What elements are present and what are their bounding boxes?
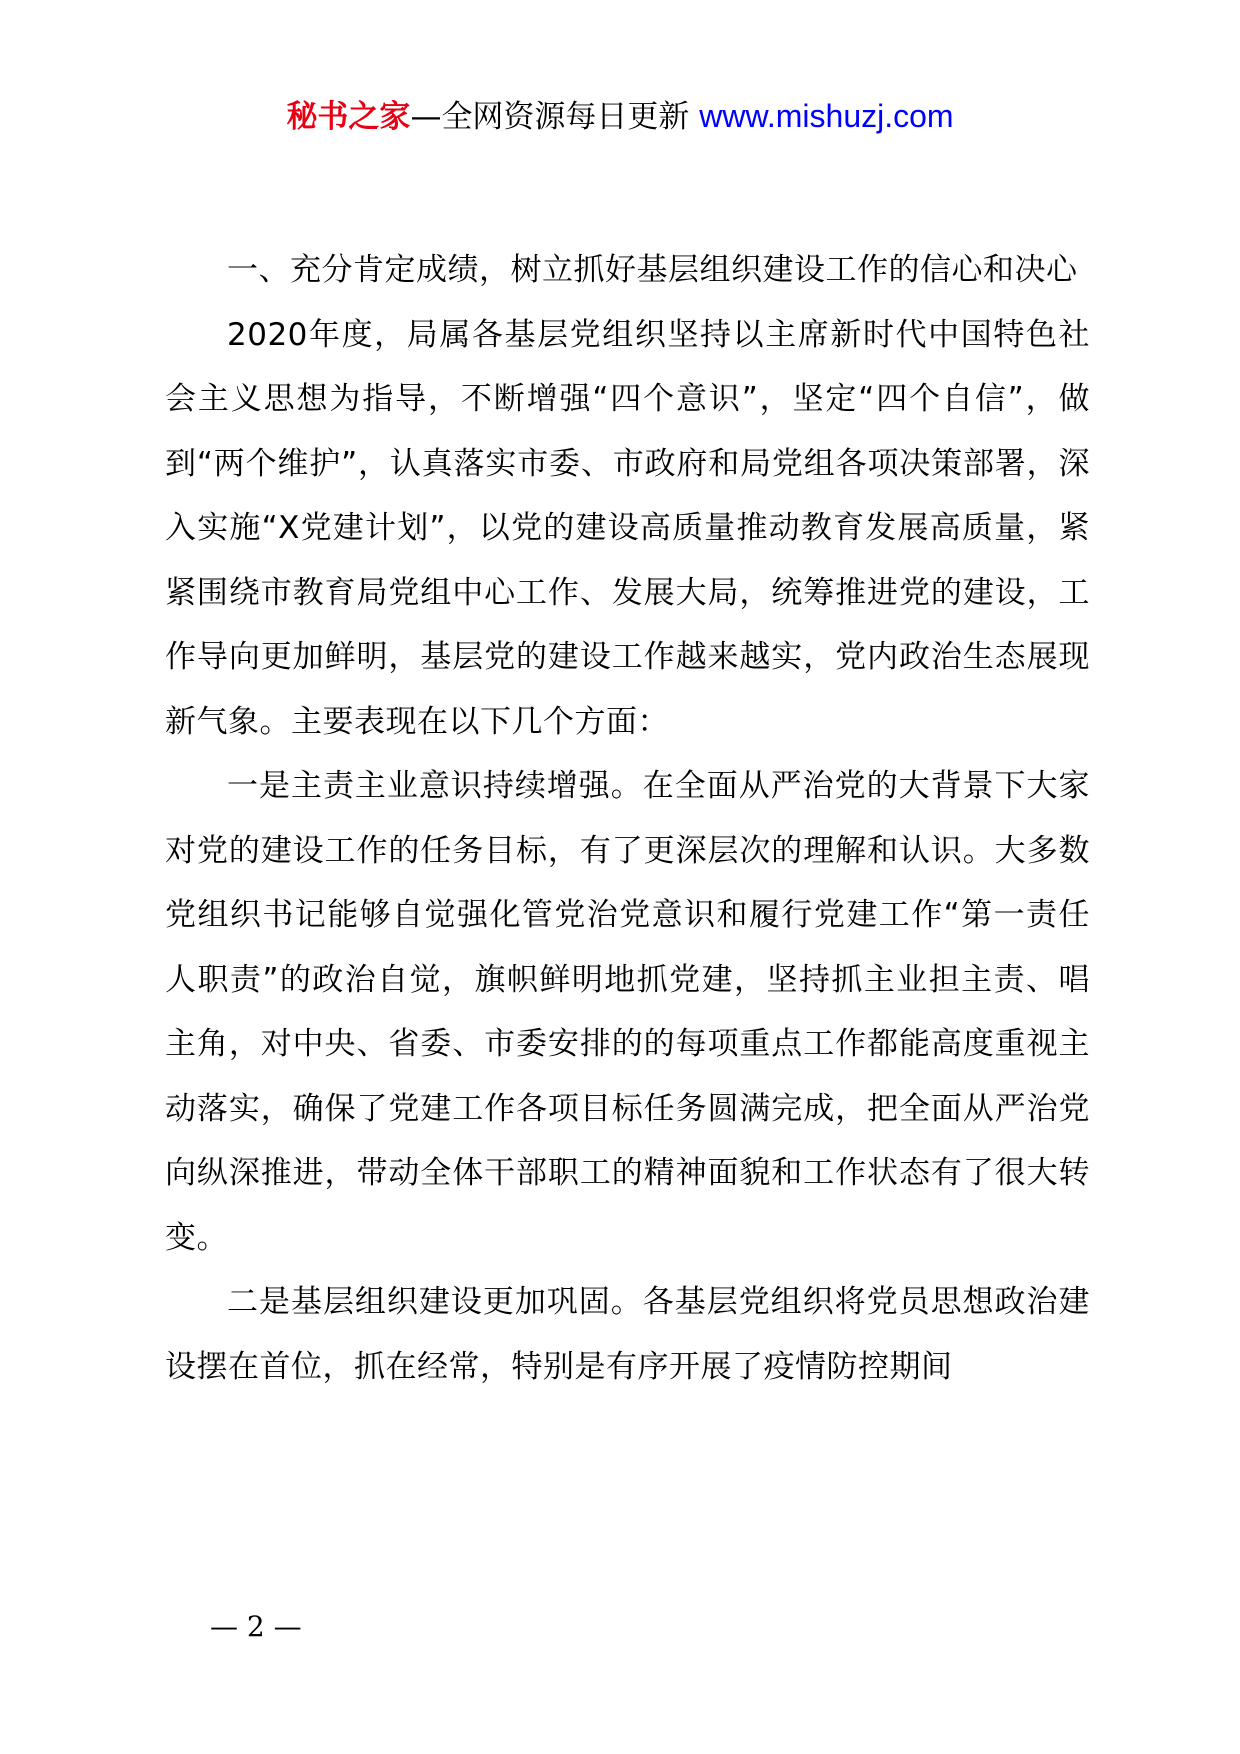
document-body bbox=[165, 238, 1090, 1399]
body-paragraph: 二是基层组织建设更加巩固。各基层党组织将党员思想政治建设摆在首位，抓在经常，特别是有序开展了疫情防控期间 bbox=[165, 1284, 1090, 1385]
site-header bbox=[0, 96, 1240, 137]
section-heading: 一、充分肯定成绩，树立抓好基层组织建设工作的信心和决心 bbox=[227, 252, 1078, 288]
body-paragraph: 一是主责主业意识持续增强。在全面从严治党的大背景下大家对党的建设工作的任务目标，有了更深层次的理解和认识。大多数党组织书记能够自觉强化管党治党意识和履行党建工作“第一责任人职责”的政治自觉，旗帜鲜明地抓党建，坚持抓主业担主责、唱主角，对中央、省委、市委安排的的每项重点工作都能高度重视主动落实，确保了党建工作各项目标任务圆满完成，把全面从严治党向纵深推进，带动全体干部职工的精神面貌和工作状态有了很大转变。 bbox=[165, 768, 1090, 1256]
site-url-link[interactable]: www.mishuzj.com bbox=[699, 98, 954, 134]
page-number: — 2 — bbox=[210, 1610, 302, 1643]
site-brand: 秘书之家 bbox=[286, 99, 411, 135]
site-slogan: —全网资源每日更新 bbox=[410, 99, 690, 135]
body-paragraph: 2020年度，局属各基层党组织坚持以主席新时代中国特色社会主义思想为指导，不断增强“四个意识”，坚定“四个自信”，做到“两个维护”，认真落实市委、市政府和局党组各项决策部署，深入实施“X党建计划”，以党的建设高质量推动教育发展高质量，紧紧围绕市教育局党组中心工作、发展大局，统筹推进党的建设，工作导向更加鲜明，基层党的建设工作越来越实，党内政治生态展现新气象。主要表现在以下几个方面： bbox=[165, 316, 1090, 740]
